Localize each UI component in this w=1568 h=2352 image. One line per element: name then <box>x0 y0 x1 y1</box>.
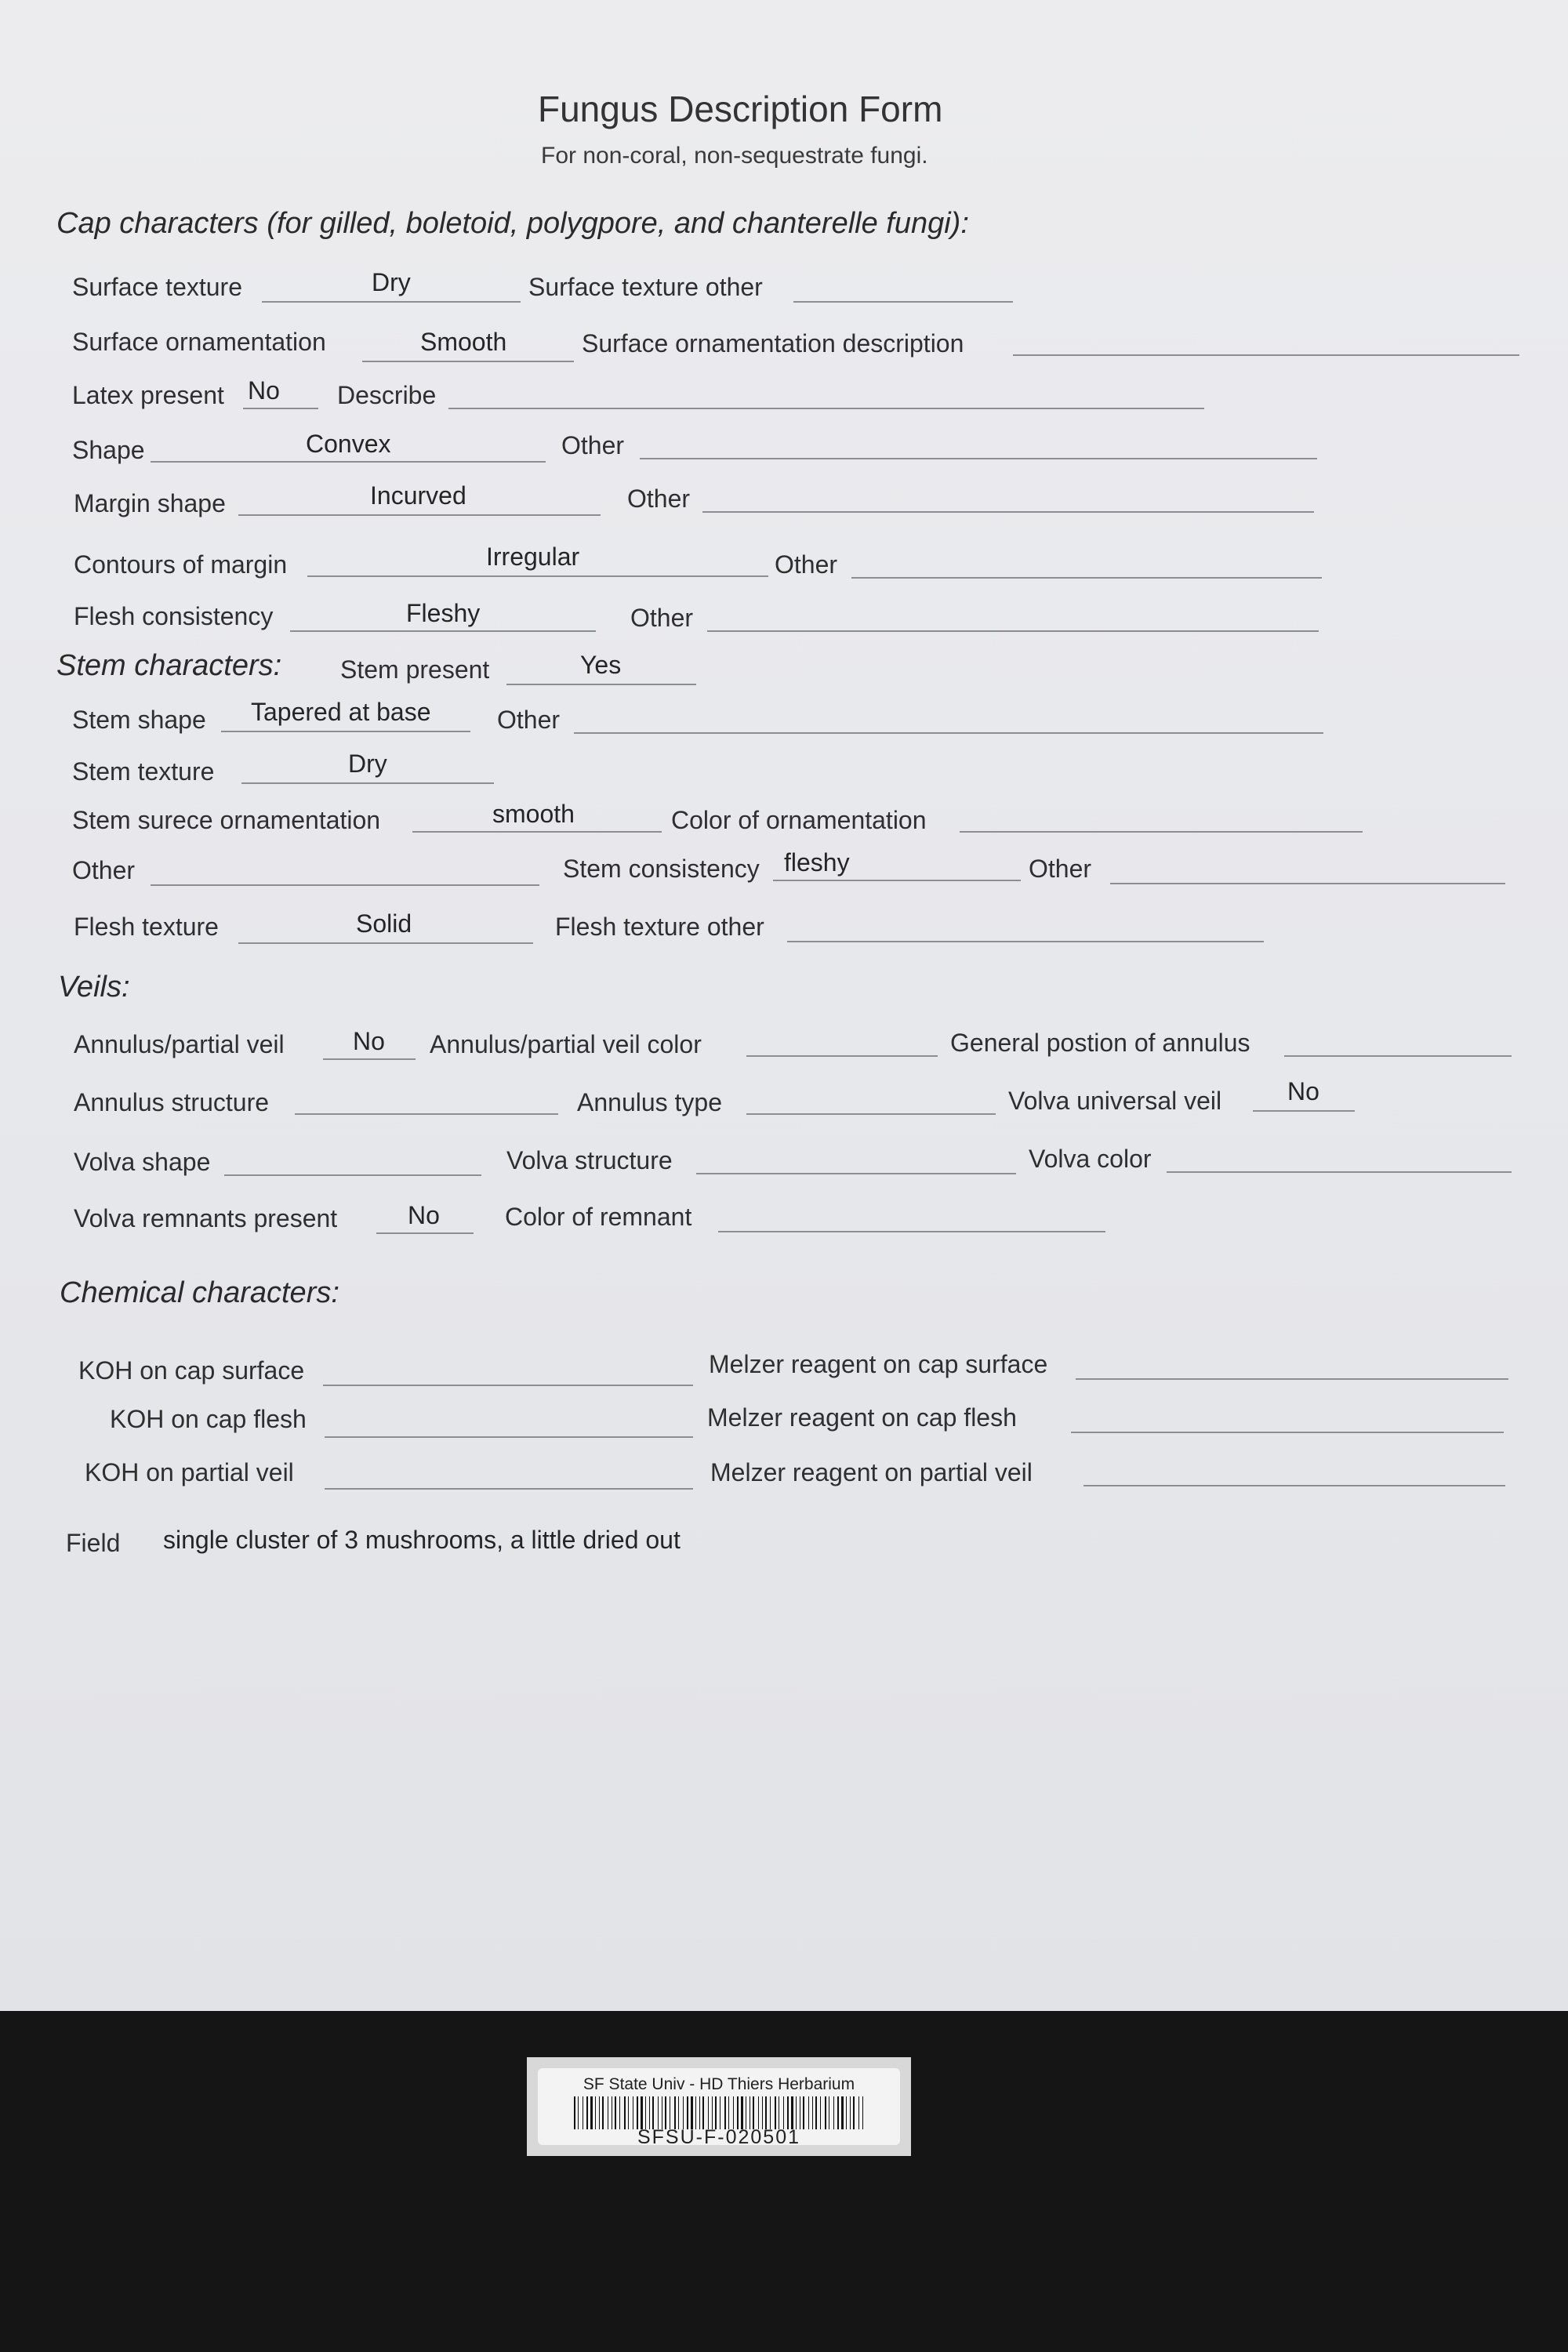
stem-present-value[interactable]: Yes <box>580 651 622 679</box>
color-of-remnant-label: Color of remnant <box>505 1203 692 1231</box>
volva-universal-veil-line <box>1253 1110 1355 1112</box>
color-of-remnant-line[interactable] <box>718 1231 1105 1232</box>
form-subtitle: For non-coral, non-sequestrate fungi. <box>541 143 928 169</box>
surface-texture-label: Surface texture <box>72 273 242 301</box>
latex-present-value[interactable]: No <box>248 376 280 405</box>
flesh-consistency-other-label: Other <box>630 604 694 632</box>
institution-name: SF State Univ - HD Thiers Herbarium <box>583 2075 855 2093</box>
flesh-texture-value[interactable]: Solid <box>356 909 412 938</box>
surface-texture-line <box>262 301 521 303</box>
chemical-section-heading: Chemical characters: <box>60 1276 339 1309</box>
annulus-type-line[interactable] <box>746 1113 996 1115</box>
koh-cap-flesh-label: KOH on cap flesh <box>110 1405 307 1433</box>
flesh-texture-other-label: Flesh texture other <box>555 913 764 941</box>
koh-cap-flesh-line[interactable] <box>325 1436 693 1438</box>
field-label: Field <box>66 1529 121 1557</box>
stem-shape-label: Stem shape <box>72 706 206 734</box>
field-notes[interactable]: single cluster of 3 mushrooms, a little dried out <box>163 1526 681 1554</box>
surface-texture-other-label: Surface texture other <box>528 273 763 301</box>
annulus-line <box>323 1058 416 1060</box>
stem-consistency-value[interactable]: fleshy <box>784 848 850 877</box>
margin-shape-other-line[interactable] <box>702 511 1314 513</box>
stem-other-label: Other <box>72 856 136 884</box>
volva-remnants-value[interactable]: No <box>408 1201 440 1229</box>
flesh-texture-other-line[interactable] <box>787 941 1264 942</box>
form-title: Fungus Description Form <box>538 89 943 129</box>
shape-line <box>151 461 546 463</box>
shape-label: Shape <box>72 436 145 464</box>
shape-other-line[interactable] <box>640 458 1317 459</box>
volva-shape-label: Volva shape <box>74 1148 211 1176</box>
koh-partial-veil-label: KOH on partial veil <box>85 1458 294 1486</box>
surface-ornamentation-value[interactable]: Smooth <box>420 328 507 356</box>
volva-remnants-label: Volva remnants present <box>74 1204 338 1232</box>
volva-universal-veil-label: Volva universal veil <box>1008 1087 1222 1115</box>
surface-ornamentation-line <box>362 361 574 362</box>
annulus-value[interactable]: No <box>353 1027 385 1055</box>
contours-line <box>307 575 768 577</box>
margin-shape-label: Margin shape <box>74 489 226 517</box>
stem-ornamentation-value[interactable]: smooth <box>492 800 575 828</box>
stem-consistency-line <box>773 880 1021 881</box>
stem-present-line <box>506 684 696 685</box>
annulus-structure-label: Annulus structure <box>74 1088 270 1116</box>
stem-shape-other-line[interactable] <box>574 732 1323 734</box>
stem-consistency-label: Stem consistency <box>563 855 760 883</box>
flesh-consistency-other-line[interactable] <box>707 630 1319 632</box>
volva-structure-line[interactable] <box>696 1173 1016 1174</box>
margin-shape-value[interactable]: Incurved <box>370 481 466 510</box>
volva-universal-veil-value[interactable]: No <box>1287 1077 1319 1105</box>
annulus-color-line[interactable] <box>746 1055 938 1057</box>
melzer-cap-flesh-label: Melzer reagent on cap flesh <box>707 1403 1017 1432</box>
volva-color-line[interactable] <box>1167 1171 1512 1173</box>
flesh-consistency-value[interactable]: Fleshy <box>406 599 481 627</box>
stem-ornamentation-label: Stem surece ornamentation <box>72 806 381 834</box>
stem-present-label: Stem present <box>340 655 490 684</box>
latex-present-line <box>243 408 318 409</box>
stem-shape-line <box>221 731 470 732</box>
flesh-consistency-label: Flesh consistency <box>74 602 274 630</box>
flesh-consistency-line <box>290 630 596 632</box>
koh-cap-surface-line[interactable] <box>323 1385 693 1386</box>
annulus-color-label: Annulus/partial veil color <box>430 1030 702 1058</box>
volva-remnants-line <box>376 1232 474 1234</box>
stem-ornamentation-line <box>412 831 662 833</box>
melzer-partial-veil-line[interactable] <box>1083 1485 1505 1486</box>
koh-cap-surface-label: KOH on cap surface <box>78 1356 305 1385</box>
contours-other-line[interactable] <box>851 577 1322 579</box>
volva-shape-line[interactable] <box>224 1174 481 1176</box>
stem-section-heading: Stem characters: <box>56 649 282 682</box>
melzer-partial-veil-label: Melzer reagent on partial veil <box>710 1458 1033 1486</box>
barcode-icon <box>574 2096 866 2129</box>
shape-other-label: Other <box>561 431 625 459</box>
color-of-ornamentation-line[interactable] <box>960 831 1363 833</box>
catalog-number: SFSU-F-020501 <box>637 2126 801 2148</box>
contours-other-label: Other <box>775 550 838 579</box>
annulus-label: Annulus/partial veil <box>74 1030 285 1058</box>
surface-texture-value[interactable]: Dry <box>372 268 411 296</box>
latex-present-label: Latex present <box>72 381 224 409</box>
margin-shape-line <box>238 514 601 516</box>
color-of-ornamentation-label: Color of ornamentation <box>671 806 927 834</box>
general-position-line[interactable] <box>1284 1055 1512 1057</box>
contours-value[interactable]: Irregular <box>486 543 580 571</box>
stem-shape-value[interactable]: Tapered at base <box>251 698 431 726</box>
annulus-structure-line[interactable] <box>295 1113 558 1115</box>
surface-texture-other-line[interactable] <box>793 301 1013 303</box>
surface-ornamentation-description-line[interactable] <box>1013 354 1519 356</box>
annulus-type-label: Annulus type <box>577 1088 723 1116</box>
veils-section-heading: Veils: <box>58 971 130 1004</box>
contours-of-margin-label: Contours of margin <box>74 550 288 579</box>
melzer-cap-surface-line[interactable] <box>1076 1378 1508 1380</box>
stem-texture-label: Stem texture <box>72 757 215 786</box>
specimen-label <box>527 2057 911 2156</box>
general-position-label: General postion of annulus <box>950 1029 1250 1057</box>
flesh-texture-line <box>238 942 533 944</box>
volva-structure-label: Volva structure <box>506 1146 673 1174</box>
flesh-texture-label: Flesh texture <box>74 913 219 941</box>
stem-texture-line <box>241 782 494 784</box>
describe-line[interactable] <box>448 408 1204 409</box>
shape-value[interactable]: Convex <box>306 430 391 458</box>
surface-ornamentation-label: Surface ornamentation <box>72 328 326 356</box>
volva-color-label: Volva color <box>1029 1145 1152 1173</box>
specimen-label-card <box>538 2068 900 2148</box>
margin-shape-other-label: Other <box>627 485 691 513</box>
stem-consistency-other-line[interactable] <box>1110 883 1505 884</box>
stem-texture-value[interactable]: Dry <box>348 750 387 778</box>
koh-partial-veil-line[interactable] <box>325 1488 693 1490</box>
describe-label: Describe <box>337 381 437 409</box>
stem-consistency-other-label: Other <box>1029 855 1092 883</box>
cap-section-heading: Cap characters (for gilled, boletoid, polygpore, and chanterelle fungi): <box>56 207 969 240</box>
stem-other-line[interactable] <box>151 884 539 886</box>
melzer-cap-surface-label: Melzer reagent on cap surface <box>709 1350 1048 1378</box>
stem-shape-other-label: Other <box>497 706 561 734</box>
surface-ornamentation-description-label: Surface ornamentation description <box>582 329 964 358</box>
melzer-cap-flesh-line[interactable] <box>1071 1432 1504 1433</box>
